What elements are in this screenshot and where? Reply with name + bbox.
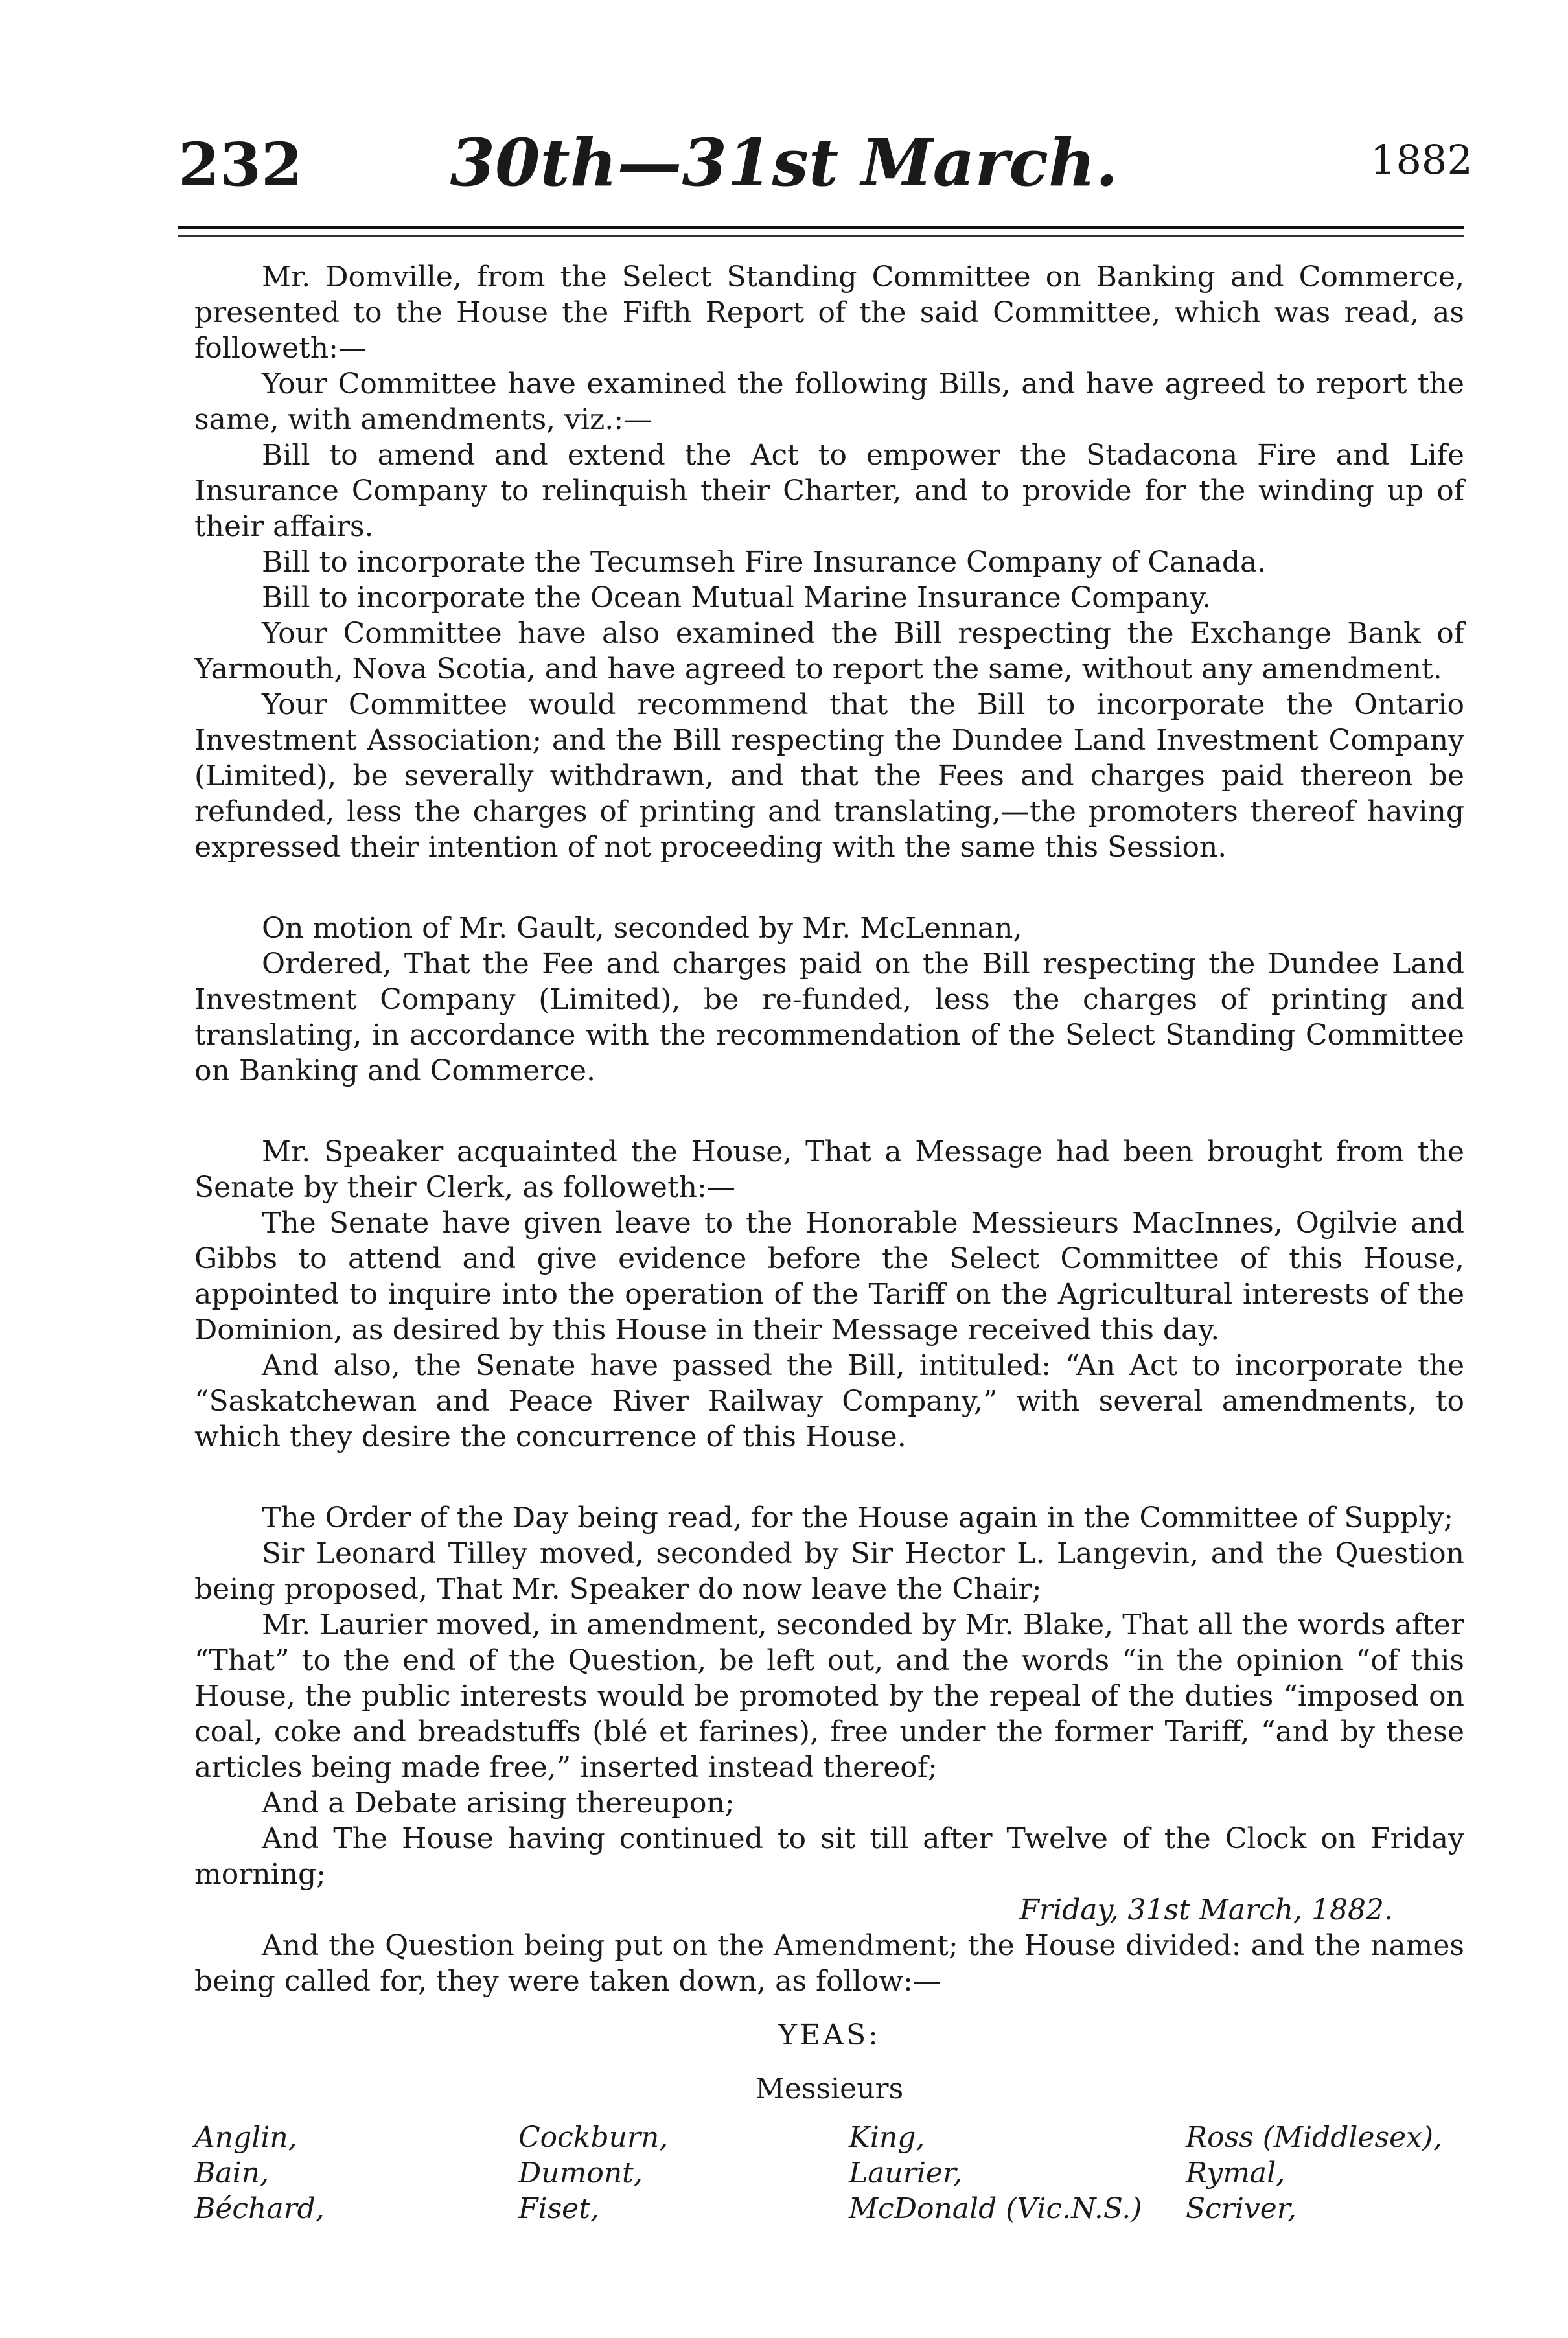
names-column-3 xyxy=(849,2120,1186,2227)
supply-laurier: Mr. Laurier moved, in amendment, seconded by Mr. Blake, That all the words after “That” to the end of the Question, be left out, and the words “in the opinion “of this House, the public interests would be promoted by the repeal of the duties “imposed on coal, coke and breadstuffs (blé et farines), free under the former Tariff, “and by these articles being made free,” inserted instead thereof; xyxy=(194,1608,1464,1784)
supply-continued: And The House having continued to sit till after Twelve of the Clock on Friday morning; xyxy=(194,1822,1464,1891)
member-name: Béchard, xyxy=(194,2192,325,2225)
member-name: Bain, xyxy=(194,2157,269,2190)
report-examined: Your Committee have examined the following Bills, and have agreed to report the same, with amendments, viz.:— xyxy=(194,367,1464,436)
member-name: Cockburn, xyxy=(518,2121,669,2154)
senate-leave: The Senate have given leave to the Honorable Messieurs MacInnes, Ogilvie and Gibbs to attend and give evidence before the Select Committee of this House, appointed to inquire into the operation of the Tariff on the Agricultural interests of the Dominion, as desired by this House in their Message received this day. xyxy=(194,1207,1464,1347)
page-header xyxy=(0,0,1568,214)
supply-order: The Order of the Day being read, for the House again in the Committee of Supply; xyxy=(262,1501,1453,1534)
member-name: King, xyxy=(849,2121,925,2154)
page-number: 232 xyxy=(178,130,303,200)
supply-tilley: Sir Leonard Tilley moved, seconded by Sir Hector L. Langevin, and the Question being proposed, That Mr. Speaker do now leave the Chair; xyxy=(194,1537,1464,1606)
names-column-1 xyxy=(194,2120,518,2227)
motion-line: On motion of Mr. Gault, seconded by Mr. McLennan, xyxy=(262,912,1022,945)
report-bill-tecumseh: Bill to incorporate the Tecumseh Fire Insurance Company of Canada. xyxy=(262,546,1267,579)
messieurs-heading: Messieurs xyxy=(755,2072,904,2105)
member-name: Dumont, xyxy=(518,2157,643,2190)
report-intro: Mr. Domville, from the Select Standing Committee on Banking and Commerce, presented to the House the Fifth Report of the said Committee, which was read, as followeth:— xyxy=(194,260,1464,365)
member-name: Ross (Middlesex), xyxy=(1186,2121,1443,2154)
member-name: Laurier, xyxy=(849,2157,963,2190)
member-name: Fiset, xyxy=(518,2192,599,2225)
senate-also: And also, the Senate have passed the Bill, intituled: “An Act to incorporate the “Saskatchewan and Peace River Railway Company,” with several amendments, to which they desire the concurrence of this House. xyxy=(194,1349,1464,1453)
supply-debate: And a Debate arising thereupon; xyxy=(262,1787,735,1820)
member-name: Rymal, xyxy=(1186,2157,1286,2190)
yeas-names xyxy=(194,2120,1464,2227)
senate-acquainted: Mr. Speaker acquainted the House, That a Message had been brought from the Senate by their Clerk, as followeth:— xyxy=(194,1135,1464,1204)
header-rule xyxy=(178,226,1464,229)
names-column-2 xyxy=(518,2120,849,2227)
report-recommendation: Your Committee would recommend that the Bill to incorporate the Ontario Investment Association; and the Bill respecting the Dundee Land Investment Company (Limited), be severally withdrawn, and that the Fees and charges paid thereon be refunded, less the charges of printing and translating,—the promoters thereof having expressed their intention of not proceeding with the same this Session. xyxy=(194,688,1464,864)
running-title: 30th—31st March. xyxy=(450,124,1118,201)
report-bill-ocean: Bill to incorporate the Ocean Mutual Marine Insurance Company. xyxy=(262,581,1212,614)
header-rule-thin xyxy=(178,235,1464,237)
header-year: 1882 xyxy=(1370,136,1473,183)
member-name: Anglin, xyxy=(194,2121,297,2154)
division-question: And the Question being put on the Amendment; the House divided: and the names being called for, they were taken down, as follow:— xyxy=(194,1929,1464,1998)
report-exchange-bank: Your Committee have also examined the Bill respecting the Exchange Bank of Yarmouth, Nova Scotia, and have agreed to report the same, without any amendment. xyxy=(194,617,1464,686)
dateline: Friday, 31st March, 1882. xyxy=(1019,1893,1393,1927)
member-name: McDonald (Vic.N.S.) xyxy=(849,2192,1142,2225)
journal-body xyxy=(194,259,1464,2227)
report-bill-stadacona: Bill to amend and extend the Act to empower the Stadacona Fire and Life Insurance Company to relinquish their Charter, and to provide for the winding up of their affairs. xyxy=(194,439,1464,543)
member-name: Scriver, xyxy=(1186,2192,1297,2225)
yeas-heading: YEAS: xyxy=(778,2019,881,2052)
motion-ordered: Ordered, That the Fee and charges paid on the Bill respecting the Dundee Land Investment Company (Limited), be re-funded, less the charges of printing and translating, in accordance with the recommendation of the Select Standing Committee on Banking and Commerce. xyxy=(194,947,1464,1087)
names-column-4 xyxy=(1186,2120,1464,2227)
